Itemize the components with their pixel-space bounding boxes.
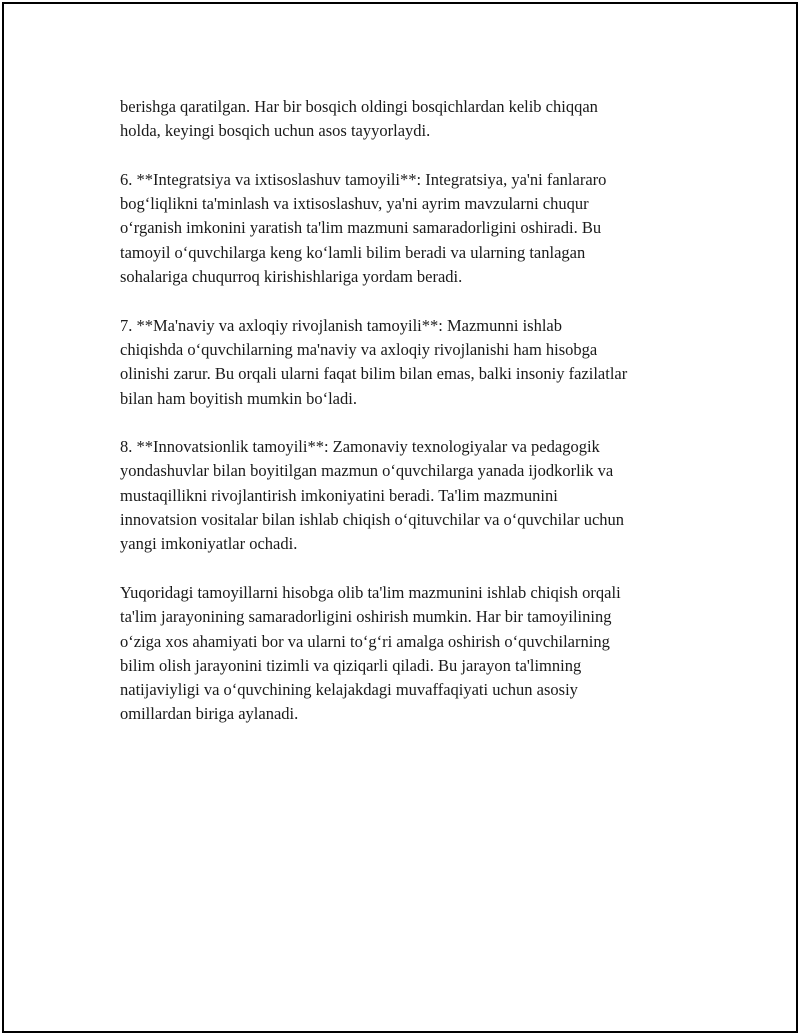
text-line: o‘rganish imkonini yaratish ta'lim mazmuni samaradorligini oshiradi. Bu [120,218,602,238]
text-line: mustaqillikni rivojlantirish imkoniyatini beradi. Ta'lim mazmunini [120,485,558,505]
paragraph-principle-8 [120,435,700,556]
paragraph-principle-6 [120,168,700,289]
paragraph-continuation [120,95,700,144]
text-line: Yuqoridagi tamoyillarni hisobga olib ta'lim mazmunini ishlab chiqish orqali [120,582,621,602]
text-line: chiqishda o‘quvchilarning ma'naviy va axloqiy rivojlanishi ham hisobga [120,339,598,359]
text-line: olinishi zarur. Bu orqali ularni faqat bilim bilan emas, balki insoniy fazilatlar [120,364,628,384]
text-line: 8. **Innovatsionlik tamoyili**: Zamonaviy texnologiyalar va pedagogik [120,437,600,457]
text-line: yangi imkoniyatlar ochadi. [120,534,298,554]
text-line: 7. **Ma'naviy va axloqiy rivojlanish tamoyili**: Mazmunni ishlab [120,315,562,335]
text-line: o‘ziga xos ahamiyati bor va ularni to‘g‘ri amalga oshirish o‘quvchilarning [120,631,610,651]
text-line: innovatsion vositalar bilan ishlab chiqish o‘qituvchilar va o‘quvchilar uchun [120,510,625,530]
text-line: natijaviyligi va o‘quvchining kelajakdagi muvaffaqiyati uchun asosiy [120,680,578,700]
paragraph-conclusion [120,581,700,727]
document-page [2,2,798,1033]
text-line: bog‘liqlikni ta'minlash va ixtisoslashuv, ya'ni ayrim mavzularni chuqur [120,194,589,214]
text-line: holda, keyingi bosqich uchun asos tayyorlaydi. [120,121,431,141]
text-line: yondashuvlar bilan boyitilgan mazmun o‘quvchilarga yanada ijodkorlik va [120,461,614,481]
text-line: omillardan biriga aylanadi. [120,704,299,724]
text-line: sohalariga chuqurroq kirishishlariga yordam beradi. [120,267,463,287]
paragraph-principle-7 [120,314,700,411]
text-line: bilan ham boyitish mumkin bo‘ladi. [120,388,357,408]
text-line: tamoyil o‘quvchilarga keng ko‘lamli bilim beradi va ularning tanlagan [120,242,586,262]
text-line: berishga qaratilgan. Har bir bosqich oldingi bosqichlardan kelib chiqqan [120,97,598,116]
text-line: bilim olish jarayonini tizimli va qiziqarli qiladi. Bu jarayon ta'limning [120,655,582,675]
document-body [120,95,700,751]
text-line: ta'lim jarayonining samaradorligini oshirish mumkin. Har bir tamoyilining [120,607,612,627]
text-line: 6. **Integratsiya va ixtisoslashuv tamoyili**: Integratsiya, ya'ni fanlararo [120,169,607,189]
